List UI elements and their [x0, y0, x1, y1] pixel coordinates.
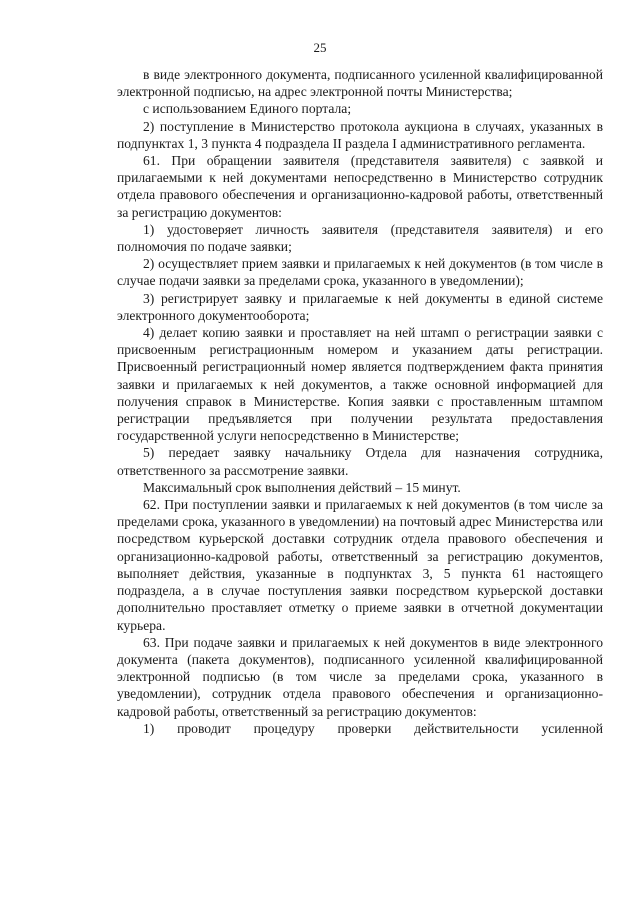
paragraph-email-submission: в виде электронного документа, подписанного усиленной квалифицированной электронной подписью, на адрес электронной почты Министерства; — [117, 67, 603, 100]
paragraph-item-61: 61. При обращении заявителя (представителя заявителя) с заявкой и прилагаемыми к ней документами непосредственно в Министерство сотрудник отдела правового обеспечения и организационно-кадровой работы, ответственный за регистрацию документов: — [117, 153, 603, 220]
document-body — [117, 66, 603, 737]
paragraph-61-4: 4) делает копию заявки и проставляет на ней штамп о регистрации заявки с присвоенным регистрационным номером и указанием даты регистрации. Присвоенный регистрационный номер является подтверждением факта принятия заявки и прилагаемых к ней документов, а также основной информацией для получения справок в Министерстве. Копия заявки с проставленным штампом регистрации предъявляется при получении результата предоставления государственной услуги непосредственно в Министерстве; — [117, 325, 603, 444]
paragraph-max-time: Максимальный срок выполнения действий – 15 минут. — [143, 479, 461, 495]
paragraph-61-3: 3) регистрирует заявку и прилагаемые к ней документы в единой системе электронного документооборота; — [117, 290, 603, 323]
paragraph-61-5: 5) передает заявку начальнику Отдела для назначения сотрудника, ответственного за рассмотрение заявки. — [117, 445, 603, 478]
paragraph-auction-protocol: 2) поступление в Министерство протокола аукциона в случаях, указанных в подпунктах 1, 3 пункта 4 подраздела II раздела I административного регламента. — [117, 118, 603, 151]
page-number: 25 — [313, 40, 327, 55]
paragraph-61-1: 1) удостоверяет личность заявителя (представителя заявителя) и его полномочия по подаче заявки; — [117, 221, 603, 255]
paragraph-item-62: 62. При поступлении заявки и прилагаемых к ней документов (в том числе за пределами срока, указанного в уведомлении) на почтовый адрес Министерства или посредством курьерской доставки сотрудник отдела правового обеспечения и организационно-кадровой работы, ответственный за регистрацию документов, выполняет действия, указанные в подпунктах 3, 5 пункта 61 настоящего подраздела, а в случае поступления заявки посредством курьерской доставки дополнительно проставляет отметку о приеме заявки в отчетной документации курьера. — [117, 497, 603, 633]
paragraph-61-2: 2) осуществляет прием заявки и прилагаемых к ней документов (в том числе в случае подачи заявки за пределами срока, указанного в уведомлении); — [117, 256, 603, 289]
paragraph-item-63: 63. При подаче заявки и прилагаемых к ней документов в виде электронного документа (пакета документов), подписанного усиленной квалифицированной электронной подписью (в том числе за пределами срока, указанного в уведомлении), сотрудник отдела правового обеспечения и организационно-кадровой работы, ответственный за регистрацию документов: — [117, 634, 603, 719]
paragraph-63-1: 1) проводит процедуру проверки действительности усиленной — [143, 720, 603, 736]
paragraph-unified-portal: с использованием Единого портала; — [143, 101, 352, 117]
